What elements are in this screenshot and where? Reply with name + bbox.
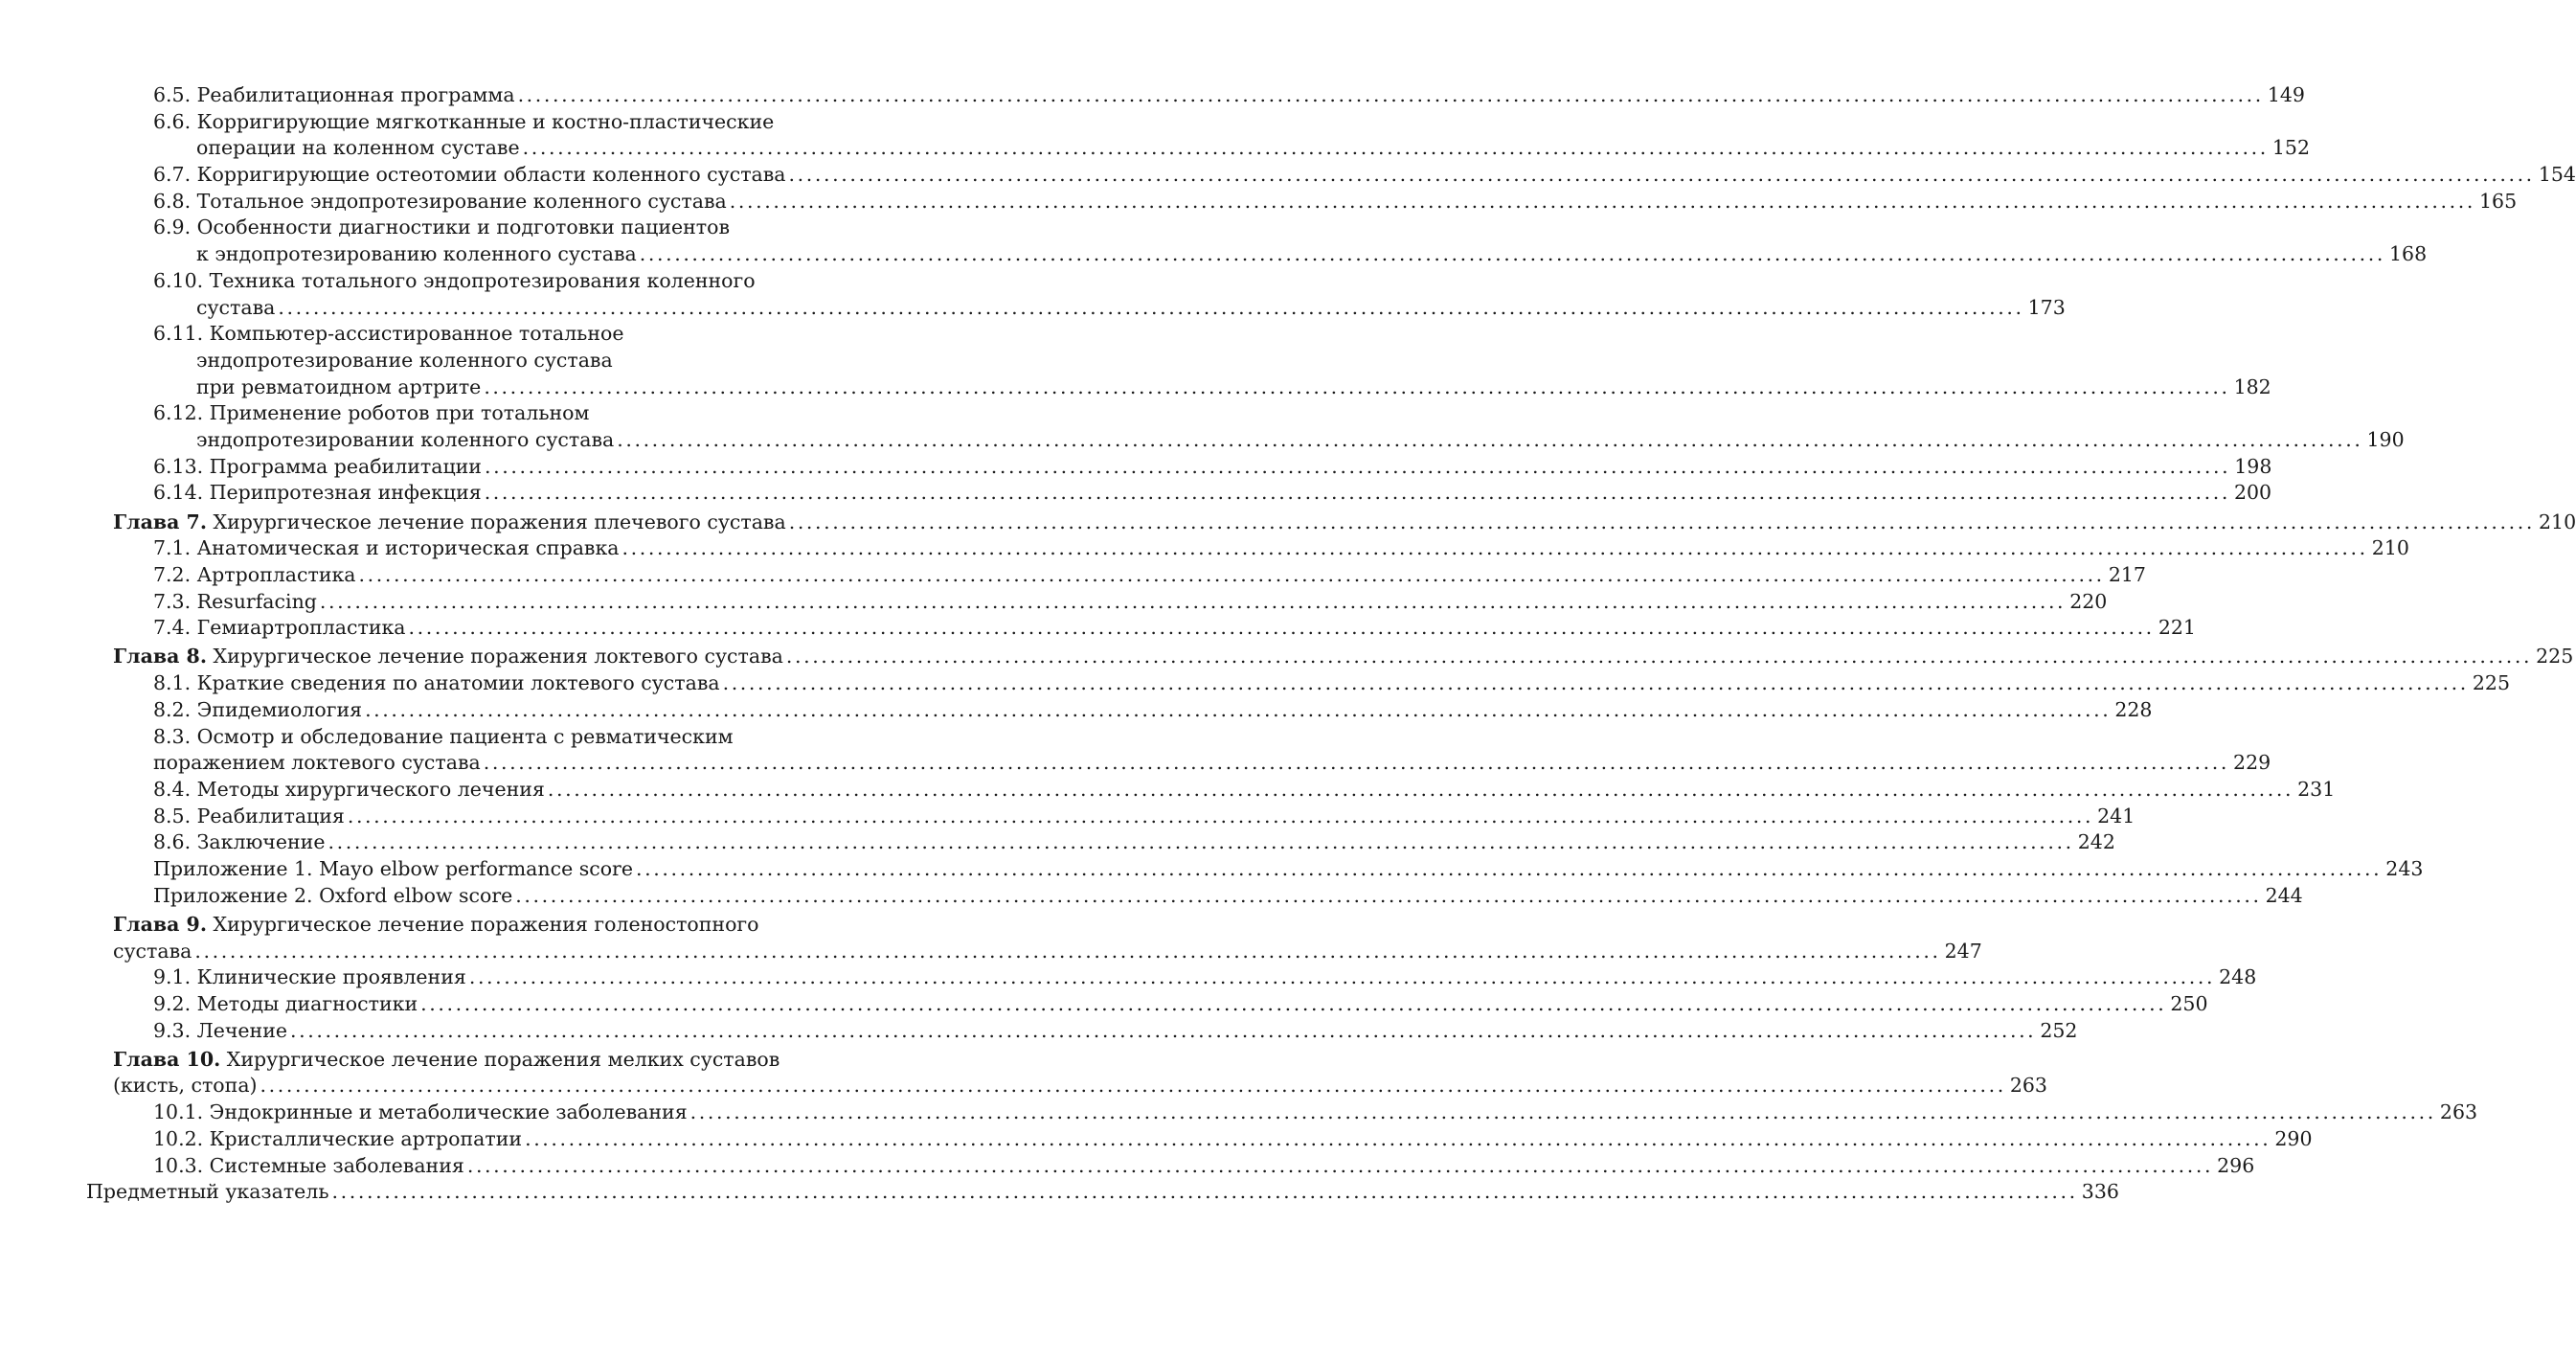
- page-number: 336: [2081, 1180, 2119, 1204]
- toc-entry[interactable]: [0, 724, 2271, 777]
- toc-line: [0, 321, 871, 348]
- toc-entry[interactable]: [0, 1099, 2478, 1126]
- toc-entry[interactable]: [0, 670, 2510, 697]
- toc-entry[interactable]: [0, 1153, 2255, 1180]
- entry-title: 9.1. Клинические проявления: [153, 965, 466, 989]
- page-number: 231: [2297, 777, 2336, 801]
- toc-entry[interactable]: [0, 535, 2409, 562]
- page-number: 220: [2069, 589, 2108, 613]
- entry-title: [113, 1047, 780, 1074]
- toc-line: [0, 1126, 2313, 1153]
- entry-title: 6.12. Применение роботов при тотальном: [153, 401, 590, 425]
- entry-title: 8.4. Методы хирургического лечения: [153, 777, 545, 801]
- entry-title: операции на коленном суставе: [196, 136, 520, 160]
- dot-leader: ........................................................................................................................................................................................................: [328, 830, 2074, 854]
- dot-leader: ........................................................................................................................................................................................................: [788, 510, 2535, 533]
- toc-entry[interactable]: [0, 964, 2257, 991]
- entry-title: 6.14. Перипротезная инфекция: [153, 481, 482, 505]
- entry-title: (кисть, стопа): [113, 1074, 258, 1098]
- entry-title: 8.1. Краткие сведения по анатомии локтевого сустава: [153, 671, 720, 695]
- page-number: 242: [2077, 830, 2115, 854]
- page-number: 165: [2479, 189, 2518, 213]
- toc-entry[interactable]: [0, 268, 2066, 321]
- dot-leader: ........................................................................................................................................................................................................: [260, 1074, 2006, 1098]
- dot-leader: ........................................................................................................................................................................................................: [722, 671, 2469, 695]
- page-number: 247: [1944, 939, 1982, 963]
- toc-entry[interactable]: [0, 562, 2146, 589]
- page-number: 221: [2158, 616, 2196, 640]
- toc-entry[interactable]: [0, 697, 2153, 724]
- page-number: 241: [2097, 804, 2135, 827]
- toc-line: [0, 215, 871, 241]
- toc-chapter-entry[interactable]: [0, 644, 2574, 670]
- toc-line: [0, 1179, 2119, 1206]
- dot-leader: ........................................................................................................................................................................................................: [785, 645, 2533, 669]
- toc-entry[interactable]: [0, 777, 2336, 804]
- page-number: 210: [2538, 510, 2576, 533]
- dot-leader: ........................................................................................................................................................................................................: [420, 991, 2167, 1015]
- toc-line: [0, 295, 2066, 322]
- entry-title: 10.2. Кристаллические артропатии: [153, 1126, 523, 1150]
- chapter-title: Хирургическое лечение поражения плечевого сустава: [206, 510, 786, 533]
- toc-line: [0, 615, 2196, 642]
- toc-entry[interactable]: [0, 1126, 2313, 1153]
- entry-title: 8.5. Реабилитация: [153, 804, 345, 827]
- toc-entry[interactable]: [0, 82, 2305, 109]
- entry-title: Приложение 1. Mayo elbow performance score: [153, 856, 633, 880]
- entry-title: при ревматоидном артрите: [196, 374, 482, 398]
- chapter-label: Глава 8.: [113, 645, 207, 669]
- page-number: 225: [2536, 645, 2574, 669]
- page-number: 182: [2233, 374, 2271, 398]
- toc-line: [0, 189, 2518, 215]
- chapter-label: Глава 7.: [113, 510, 207, 533]
- toc-line: [0, 510, 2576, 536]
- entry-title: 6.7. Корригирующие остеотомии области коленного сустава: [153, 163, 786, 187]
- page-number: 173: [2027, 295, 2066, 319]
- toc-entry[interactable]: [0, 189, 2518, 215]
- dot-leader: ........................................................................................................................................................................................................: [365, 697, 2112, 721]
- toc-entry[interactable]: [0, 615, 2196, 642]
- dot-leader: ........................................................................................................................................................................................................: [517, 83, 2264, 106]
- entry-title: [113, 912, 759, 939]
- page-number: 244: [2265, 883, 2303, 907]
- dot-leader: ........................................................................................................................................................................................................: [358, 562, 2105, 586]
- toc-line: [0, 1099, 2478, 1126]
- dot-leader: ........................................................................................................................................................................................................: [331, 1180, 2078, 1204]
- entry-title: сустава: [113, 939, 192, 963]
- dot-leader: ........................................................................................................................................................................................................: [194, 939, 1941, 963]
- page-number: 290: [2274, 1126, 2313, 1150]
- entry-title: Предметный указатель: [86, 1180, 329, 1204]
- toc-entry[interactable]: [0, 480, 2272, 507]
- page-number: 250: [2170, 991, 2208, 1015]
- toc-line: [0, 856, 2424, 883]
- chapter-label: Глава 9.: [113, 912, 207, 936]
- entry-title: [113, 510, 786, 536]
- toc-line: [0, 454, 2272, 481]
- toc-entry[interactable]: [0, 829, 2115, 856]
- toc-entry[interactable]: [0, 804, 2135, 830]
- page-number: 217: [2108, 562, 2146, 586]
- toc-line: [0, 644, 2574, 670]
- entry-title: 8.6. Заключение: [153, 830, 326, 854]
- entry-title: 6.11. Компьютер-ассистированное тотальное: [153, 322, 624, 346]
- page-number: 296: [2217, 1153, 2255, 1177]
- toc-chapter-entry[interactable]: [0, 1047, 2047, 1099]
- chapter-label: Глава 10.: [113, 1047, 221, 1071]
- chapter-title: Хирургическое лечение поражения голеностопного: [206, 912, 759, 936]
- page-number: 252: [2040, 1018, 2078, 1042]
- toc-entry[interactable]: [0, 856, 2424, 883]
- entry-title: 7.4. Гемиартропластика: [153, 616, 406, 640]
- dot-leader: ........................................................................................................................................................................................................: [468, 965, 2216, 989]
- toc-entry[interactable]: [0, 162, 2576, 189]
- entry-title: [113, 644, 783, 670]
- dot-leader: ........................................................................................................................................................................................................: [319, 589, 2067, 613]
- toc-line: [0, 697, 2153, 724]
- toc-line: [0, 135, 2311, 162]
- dot-leader: ........................................................................................................................................................................................................: [408, 616, 2155, 640]
- dot-leader: ........................................................................................................................................................................................................: [515, 883, 2262, 907]
- page-number: 225: [2472, 671, 2510, 695]
- page-number: 200: [2233, 481, 2272, 505]
- entry-title: сустава: [196, 295, 276, 319]
- page-number: 248: [2219, 965, 2257, 989]
- toc-line: [0, 562, 2146, 589]
- entry-title: 6.13. Программа реабилитации: [153, 454, 482, 478]
- toc-line: [0, 400, 871, 427]
- page-number: 229: [2233, 751, 2271, 775]
- toc-line: [0, 1073, 2047, 1099]
- dot-leader: ........................................................................................................................................................................................................: [347, 804, 2094, 827]
- entry-title: Приложение 2. Oxford elbow score: [153, 883, 513, 907]
- toc-line: [0, 964, 2257, 991]
- entry-title: 10.1. Эндокринные и метаболические заболевания: [153, 1100, 688, 1124]
- dot-leader: ........................................................................................................................................................................................................: [639, 242, 2386, 266]
- toc-line: [0, 589, 2108, 616]
- dot-leader: ........................................................................................................................................................................................................: [547, 777, 2294, 801]
- dot-leader: ........................................................................................................................................................................................................: [290, 1018, 2037, 1042]
- page-number: 190: [2366, 427, 2405, 451]
- toc-line: [0, 480, 2272, 507]
- dot-leader: ........................................................................................................................................................................................................: [621, 536, 2368, 560]
- page-number: 263: [2009, 1074, 2047, 1098]
- entry-title: 9.2. Методы диагностики: [153, 991, 418, 1015]
- page-number: 152: [2271, 136, 2311, 160]
- entry-title: 10.3. Системные заболевания: [153, 1153, 464, 1177]
- entry-title: 8.2. Эпидемиология: [153, 697, 363, 721]
- entry-title: 6.10. Техника тотального эндопротезирования коленного: [153, 268, 756, 292]
- toc-entry[interactable]: [0, 883, 2303, 910]
- page-number: 263: [2439, 1100, 2478, 1124]
- entry-title: 9.3. Лечение: [153, 1018, 288, 1042]
- entry-title: 7.1. Анатомическая и историческая справка: [153, 536, 620, 560]
- entry-title: поражением локтевого сустава: [153, 751, 481, 775]
- entry-title: эндопротезирование коленного сустава: [196, 348, 613, 372]
- dot-leader: ........................................................................................................................................................................................................: [484, 481, 2230, 505]
- toc-line: [0, 162, 2576, 189]
- entry-title: к эндопротезированию коленного сустава: [196, 242, 637, 266]
- toc-line: [0, 991, 2208, 1018]
- toc-chapter-entry[interactable]: [0, 510, 2576, 536]
- toc-line: [0, 939, 1982, 965]
- dot-leader: ........................................................................................................................................................................................................: [525, 1126, 2271, 1150]
- toc-line: [0, 804, 2135, 830]
- entry-title: 6.6. Корригирующие мягкотканные и костно-пластические: [153, 109, 775, 133]
- chapter-title: Хирургическое лечение поражения локтевого сустава: [206, 645, 783, 669]
- entry-title: эндопротезировании коленного сустава: [196, 427, 615, 451]
- page-number: 210: [2371, 536, 2409, 560]
- entry-title: 6.9. Особенности диагностики и подготовки пациентов: [153, 215, 730, 239]
- page-number: 243: [2385, 856, 2424, 880]
- toc-entry[interactable]: [0, 991, 2208, 1018]
- toc-entry[interactable]: [0, 215, 2428, 267]
- toc-line: [0, 427, 2405, 454]
- toc-line: [0, 1153, 2255, 1180]
- dot-leader: ........................................................................................................................................................................................................: [484, 374, 2230, 398]
- table-of-contents: [0, 82, 2576, 1206]
- toc-entry[interactable]: [0, 109, 2311, 162]
- page-number: 154: [2538, 163, 2576, 187]
- dot-leader: ........................................................................................................................................................................................................: [788, 163, 2535, 187]
- toc-entry[interactable]: [0, 400, 2405, 453]
- dot-leader: ........................................................................................................................................................................................................: [636, 856, 2383, 880]
- dot-leader: ........................................................................................................................................................................................................: [729, 189, 2476, 213]
- toc-line: [0, 82, 2305, 109]
- dot-leader: ........................................................................................................................................................................................................: [689, 1100, 2436, 1124]
- dot-leader: ........................................................................................................................................................................................................: [617, 427, 2363, 451]
- toc-chapter-entry[interactable]: [0, 912, 1982, 964]
- page-number: 228: [2114, 697, 2153, 721]
- dot-leader: ........................................................................................................................................................................................................: [278, 295, 2024, 319]
- entry-title: 6.8. Тотальное эндопротезирование коленного сустава: [153, 189, 727, 213]
- toc-line: [0, 670, 2510, 697]
- dot-leader: ........................................................................................................................................................................................................: [483, 751, 2230, 775]
- toc-line: [0, 268, 871, 295]
- page-number: 198: [2234, 454, 2272, 478]
- toc-line: [0, 777, 2336, 804]
- chapter-title: Хирургическое лечение поражения мелких суставов: [220, 1047, 780, 1071]
- entry-title: 7.3. Resurfacing: [153, 589, 317, 613]
- toc-line: [0, 241, 2428, 268]
- toc-line: [0, 1018, 2078, 1045]
- toc-line: [0, 348, 871, 374]
- dot-leader: ........................................................................................................................................................................................................: [484, 454, 2231, 478]
- entry-title: 7.2. Артропластика: [153, 562, 356, 586]
- toc-line: [0, 724, 871, 751]
- toc-line: [0, 829, 2115, 856]
- toc-entry[interactable]: [0, 321, 2271, 400]
- toc-entry[interactable]: [0, 454, 2272, 481]
- entry-title: 8.3. Осмотр и обследование пациента с ревматическим: [153, 724, 734, 748]
- toc-line: [0, 883, 2303, 910]
- toc-entry[interactable]: [0, 1179, 2119, 1206]
- entry-title: 6.5. Реабилитационная программа: [153, 83, 515, 106]
- page-number: 149: [2267, 83, 2305, 106]
- toc-entry[interactable]: [0, 1018, 2078, 1045]
- toc-line: [0, 1047, 871, 1074]
- toc-line: [0, 535, 2409, 562]
- toc-line: [0, 912, 871, 939]
- toc-line: [0, 750, 2271, 777]
- toc-line: [0, 109, 871, 136]
- page-number: 168: [2389, 242, 2428, 266]
- dot-leader: ........................................................................................................................................................................................................: [466, 1153, 2214, 1177]
- dot-leader: ........................................................................................................................................................................................................: [522, 136, 2269, 160]
- toc-line: [0, 374, 2271, 401]
- toc-entry[interactable]: [0, 589, 2108, 616]
